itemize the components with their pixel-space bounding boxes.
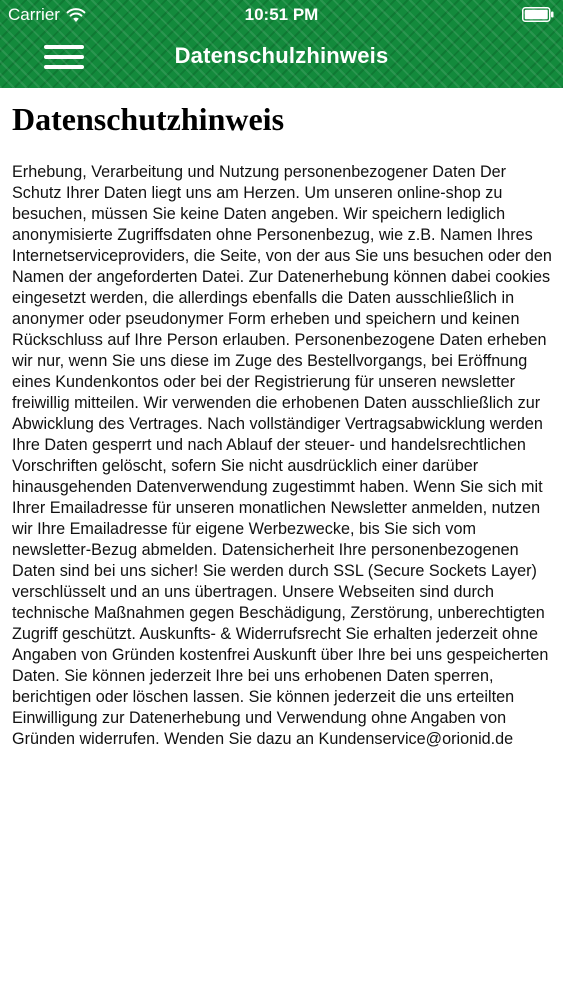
privacy-text: Erhebung, Verarbeitung und Nutzung personenbezogener Daten Der Schutz Ihrer Daten liegt uns am Herzen. Um unseren online-shop zu besuchen, müssen Sie keine Daten angeben. Wir speichern lediglich anonymisierte Zugriffsdaten ohne Personenbezug, wie z.B. Namen Ihres Internetserviceproviders, die Seite, von der aus Sie uns besuchen oder den Namen der angeforderten Datei. Zur Datenerhebung können dabei cookies eingesetzt werden, die allerdings ebenfalls die Daten ausschließlich in anonymer oder pseudonymer Form erheben und speichern und keinen Rückschluss auf Ihre Person erlauben. Personenbezogene Daten erheben wir nur, wenn Sie uns diese im Zuge des Bestellvorgangs, bei Eröffnung eines Kundenkontos oder bei der Registrierung für unseren newsletter freiwillig mitteilen. Wir verwenden die erhobenen Daten ausschließlich zur Abwicklung des Vertrages. Nach vollständiger Vertragsabwicklung werden Ihre Daten gesperrt und nach Ablauf der steuer- und handelsrechtlichen Vorschriften gelöscht, sofern Sie nicht ausdrücklich einer darüber hinausgehenden Datenverwendung zugestimmt haben. Wenn Sie sich mit Ihrer Emailadresse für unseren monatlichen Newsletter anmelden, nutzen wir Ihre Emailadresse für eigene Werbezwecke, bis Sie sich vom newsletter-Bezug abmelden. Datensicherheit Ihre personenbezogenen Daten sind bei uns sicher! Sie werden durch SSL (Secure Sockets Layer) verschlüsselt und an uns übertragen. Unsere Webseiten sind durch technische Maßnahmen gegen Beschädigung, Zerstörung, unberechtigten Zugriff geschützt. Auskunfts- & Widerrufsrecht Sie erhalten jederzeit ohne Angaben von Gründen kostenfrei Auskunft über Ihre bei uns gespeicherten Daten. Sie können jederzeit Ihre bei uns erhobenen Daten sperren, berichtigen oder löschen lassen. Sie können jederzeit die uns erteilten Einwilligung zur Datenerhebung und Verwendung ohne Angaben von Gründen widerrufen. Wenden Sie dazu an Kundenservice@orionid.de [12,163,552,748]
carrier-label: Carrier [8,5,60,24]
battery-icon [522,7,554,22]
status-time: 10:51 PM [244,5,319,24]
nav-title: Datenschulzhinweis [174,43,389,68]
page-title: Datenschutzhinweis [12,101,285,137]
status-bar [0,0,563,30]
navigation-bar [0,30,563,88]
page-content [12,98,554,750]
app-header [0,0,563,88]
